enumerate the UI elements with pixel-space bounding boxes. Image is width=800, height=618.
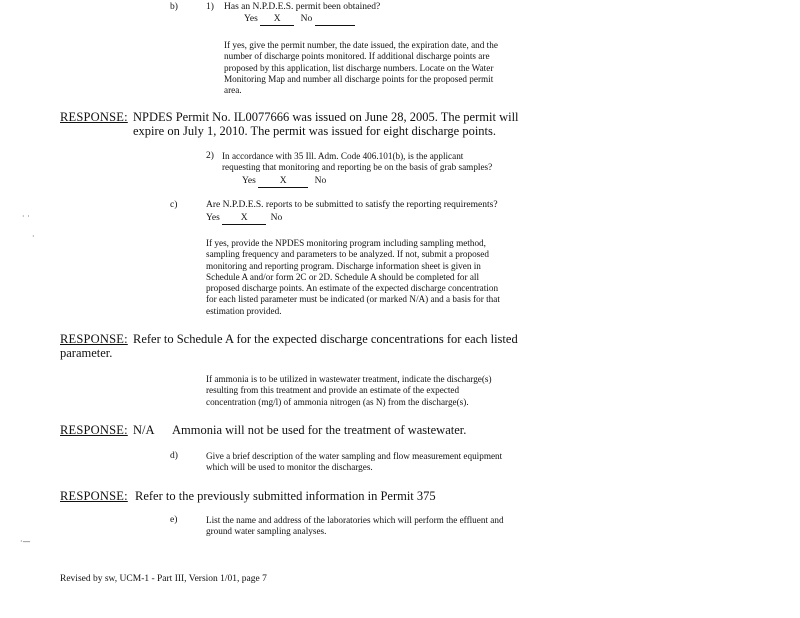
response-4-text: Refer to the previously submitted information in Permit 375 [135, 489, 436, 503]
answer-row-2 [242, 176, 326, 188]
question-line: requesting that monitoring and reporting be on the basis of grab samples? [222, 162, 493, 173]
question-line: resulting from this treatment and provide an estimate of the expected [206, 385, 460, 396]
instruction-line: Monitoring Map and number all discharge points for the proposed permit [224, 73, 494, 84]
instruction-line: If yes, provide the NPDES monitoring program including sampling method, [206, 238, 486, 248]
response-label: RESPONSE: [60, 489, 128, 503]
scan-speck: ·— [20, 537, 31, 546]
yes-mark: X [273, 14, 281, 24]
item-2-number: 2) [206, 151, 214, 161]
response-1-line: expire on July 1, 2010. The permit was issued for eight discharge points. [133, 124, 497, 138]
instruction-line: proposed discharge points. An estimate of the expected discharge concentration [206, 283, 499, 294]
yes-label: Yes [206, 213, 220, 223]
instruction-line: proposed by this application, list discharge numbers. Locate on the Water [224, 62, 494, 73]
instruction-line: Schedule A and/or form 2C or 2D. Schedule A should be completed for all [206, 271, 480, 282]
question-line: which will be used to monitor the discharges. [206, 462, 373, 473]
item-e-letter: e) [170, 515, 178, 525]
question-line: If ammonia is to be utilized in wastewater treatment, indicate the discharge(s) [206, 374, 492, 384]
response-1-line: NPDES Permit No. IL0077666 was issued on June 28, 2005. The permit will [133, 110, 519, 124]
yes-mark: X [240, 213, 248, 223]
instruction-line: area. [224, 85, 242, 96]
scan-speck: · [32, 232, 35, 241]
yes-mark: X [279, 176, 287, 186]
response-2-line: parameter. [60, 346, 113, 360]
no-label: No [270, 213, 283, 223]
answer-row-c [206, 213, 282, 225]
instruction-line: monitoring and reporting program. Discharge information sheet is given in [206, 260, 481, 271]
question-npdes-reports: Are N.P.D.E.S. reports to be submitted to satisfy the reporting requirements? [206, 200, 498, 210]
yes-blank [260, 14, 294, 26]
response-label: RESPONSE: [60, 423, 128, 437]
response-3-na: N/A [133, 423, 155, 437]
instruction-line: estimation provided. [206, 305, 282, 316]
instructions-b [224, 40, 498, 96]
question-line: ground water sampling analyses. [206, 526, 327, 537]
question-line: In accordance with 35 Ill. Adm. Code 406.101(b), is the applicant [222, 151, 464, 161]
yes-label: Yes [244, 14, 258, 24]
scan-speck: · · [22, 212, 30, 221]
question-line: Give a brief description of the water sampling and flow measurement equipment [206, 451, 503, 461]
response-label: RESPONSE: [60, 110, 128, 124]
no-blank [315, 14, 355, 26]
no-label: No [300, 14, 313, 24]
question-laboratories [206, 515, 504, 538]
yes-blank [258, 176, 308, 188]
question-ammonia [206, 374, 492, 408]
item-b-number: 1) [206, 2, 214, 12]
page-footer: Revised by sw, UCM-1 - Part III, Version 1/01, page 7 [60, 574, 267, 584]
answer-row-b [244, 14, 355, 26]
instruction-line: If yes, give the permit number, the date issued, the expiration date, and the [224, 40, 498, 50]
response-2-line: Refer to Schedule A for the expected discharge concentrations for each listed [133, 332, 518, 346]
instructions-c [206, 238, 500, 317]
yes-label: Yes [242, 176, 256, 186]
instruction-line: number of discharge points monitored. If additional discharge points are [224, 51, 490, 62]
item-c-letter: c) [170, 200, 178, 210]
yes-blank [222, 213, 266, 225]
response-label: RESPONSE: [60, 332, 128, 346]
item-b-letter: b) [170, 2, 178, 12]
question-npdes-obtained: Has an N.P.D.E.S. permit been obtained? [224, 2, 381, 12]
question-line: List the name and address of the laboratories which will perform the effluent and [206, 515, 504, 525]
instruction-line: sampling frequency and parameters to be analyzed. If not, submit a proposed [206, 249, 489, 260]
question-sampling-equipment [206, 451, 502, 474]
question-line: concentration (mg/l) of ammonia nitrogen (as N) from the discharge(s). [206, 396, 469, 407]
no-label: No [314, 176, 327, 186]
response-3-text: Ammonia will not be used for the treatment of wastewater. [172, 423, 467, 437]
instruction-line: for each listed parameter must be indicated (or marked N/A) and a basis for that [206, 294, 500, 305]
question-grab-samples [222, 151, 492, 174]
item-d-letter: d) [170, 451, 178, 461]
